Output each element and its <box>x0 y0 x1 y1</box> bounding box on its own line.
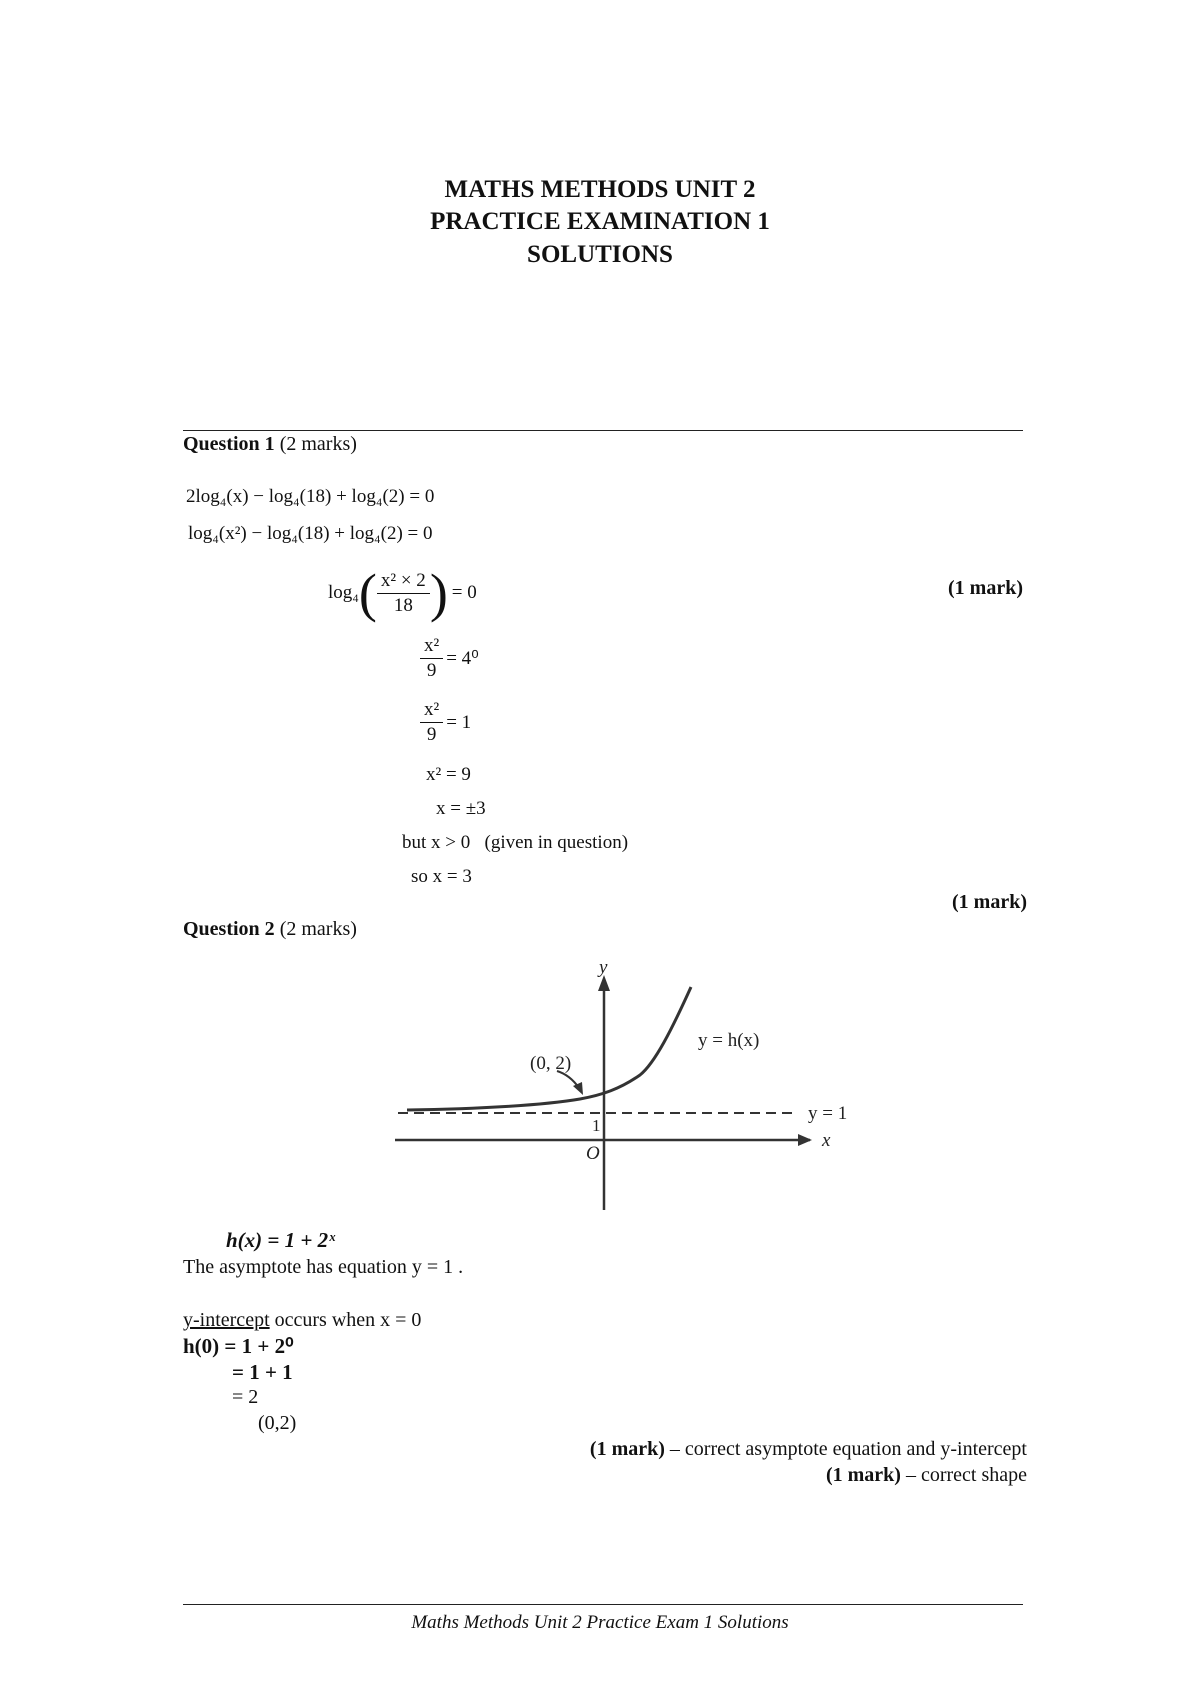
title-line-1: MATHS METHODS UNIT 2 <box>444 176 756 203</box>
footer-divider <box>183 1604 1023 1605</box>
q2-step-3: = 2 <box>232 1386 259 1408</box>
q1-step-6: x² = 9 <box>426 764 471 785</box>
question-1-heading <box>183 433 357 456</box>
q1-step-4 <box>420 634 479 683</box>
q2-yint-rest: occurs when x = 0 <box>269 1309 422 1331</box>
point-label: (0, 2) <box>530 1053 572 1074</box>
q1-step-3 <box>328 558 477 628</box>
q1-step-3-close-paren: ) <box>429 563 448 623</box>
q1-step-4-denominator: 9 <box>426 660 437 681</box>
section-divider <box>183 430 1023 431</box>
q1-step-5-numerator: x² <box>420 698 443 723</box>
q1-step-3-rhs: = 0 <box>451 582 477 603</box>
q2-mark-1-text: – correct asymptote equation and y-intercept <box>664 1438 1027 1460</box>
question-2-heading <box>183 918 357 941</box>
question-1-label: Question 1 <box>183 433 275 455</box>
curve-label: y = h(x) <box>698 1030 760 1051</box>
question-1-marks: (2 marks) <box>279 433 357 455</box>
point-pointer-head <box>573 1082 583 1095</box>
q2-yint-label: y-intercept <box>183 1309 270 1331</box>
q1-step-7: x = ±3 <box>436 798 486 819</box>
q1-step-4-rhs: = 4⁰ <box>446 648 479 669</box>
question-2-marks: (2 marks) <box>279 918 357 940</box>
q1-step-8: but x > 0 (given in question) <box>402 832 629 853</box>
title-line-2: PRACTICE EXAMINATION 1 <box>430 208 770 235</box>
q2-mark-2-text: – correct shape <box>900 1464 1027 1486</box>
title-line-3: SOLUTIONS <box>527 241 673 268</box>
q2-yint-line <box>183 1309 421 1332</box>
q1-step-3-numerator: x² × 2 <box>377 569 430 594</box>
q1-step-3-log: log₄ <box>328 582 359 603</box>
q1-step-4-fraction <box>420 634 443 683</box>
footer-text: Maths Methods Unit 2 Practice Exam 1 Solutions <box>411 1612 789 1633</box>
q1-step-4-numerator: x² <box>420 634 443 659</box>
q1-step-5 <box>420 698 471 747</box>
q1-step-3-fraction <box>377 569 430 618</box>
q2-mark-1 <box>590 1438 1027 1461</box>
origin-label: O <box>586 1143 600 1164</box>
q1-step-2: log₄(x²) − log₄(18) + log₄(2) = 0 <box>188 523 433 544</box>
exponential-graph <box>380 945 860 1215</box>
q1-step-5-fraction <box>420 698 443 747</box>
tick-label-1: 1 <box>592 1116 601 1135</box>
q2-step-1: h(0) = 1 + 2⁰ <box>183 1334 294 1358</box>
curve-h <box>407 987 691 1110</box>
q1-step-1: 2log₄(x) − log₄(18) + log₄(2) = 0 <box>186 486 435 507</box>
q1-mark-b: (1 mark) <box>952 891 1027 913</box>
q2-mark-2 <box>826 1464 1027 1487</box>
question-2-label: Question 2 <box>183 918 275 940</box>
q1-step-3-open-paren: ( <box>358 563 377 623</box>
q1-mark-a: (1 mark) <box>948 577 1023 599</box>
x-axis-arrow <box>798 1134 812 1146</box>
q2-mark-2-bold: (1 mark) <box>825 1464 901 1486</box>
q2-mark-1-bold: (1 mark) <box>589 1438 665 1460</box>
x-axis-label: x <box>822 1130 831 1151</box>
q2-asymptote-text: The asymptote has equation y = 1 . <box>183 1256 464 1278</box>
q1-step-5-denominator: 9 <box>426 724 437 745</box>
q1-step-5-rhs: = 1 <box>446 711 472 733</box>
y-axis-label: y <box>599 957 608 978</box>
q1-step-3-denominator: 18 <box>393 594 413 616</box>
q1-step-9: so x = 3 <box>411 866 472 887</box>
q2-function: h(x) = 1 + 2ˣ <box>226 1228 336 1252</box>
q2-step-2: = 1 + 1 <box>232 1360 293 1384</box>
q2-step-4: (0,2) <box>258 1412 297 1434</box>
asymptote-label: y = 1 <box>808 1103 848 1124</box>
